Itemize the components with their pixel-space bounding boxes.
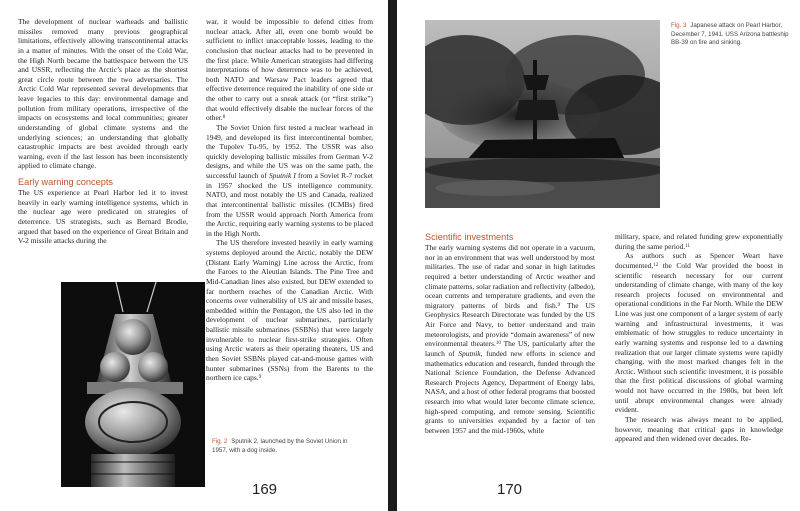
soviet-paragraph <box>206 123 373 239</box>
section-heading-early-warning: Early warning concepts <box>18 177 113 187</box>
footnote-ref: 8 <box>222 115 226 121</box>
sputnik-illustration <box>61 282 205 487</box>
caption-text: Japanese attack on Pearl Harbor, December 7, 1941. USS Arizona battleship BB-39 on fire and sinking. <box>671 22 789 47</box>
pearl-harbor-photo <box>425 20 660 208</box>
page-number: 170 <box>497 481 523 498</box>
text-run: As authors such as Spencer Weart have documented, <box>615 251 783 270</box>
dew-line-paragraph <box>206 238 373 382</box>
deterrence-paragraph <box>206 17 373 123</box>
research-paragraph: The research was always meant to be applied, however, meaning that critical gaps in knowledge appeared and then widened over decades. Re- <box>615 414 783 444</box>
left-column-1 <box>18 17 188 246</box>
right-page <box>397 0 800 511</box>
text-run: The Soviet Union first tested a nuclear warhead in 1949, and developed its first intercontinental bomber, the Tupolev Tu-95, by 1952. The USSR was also quickly developing ballistic missiles from German V-2 designs, and while the US was on the same path, the successful launch of <box>206 122 373 180</box>
right-column-2 <box>615 232 783 444</box>
page-gutter <box>388 0 397 511</box>
scientific-paragraph <box>425 243 595 436</box>
figure-label: Fig. 3 <box>671 22 687 29</box>
intro-paragraph: The development of nuclear warheads and ballistic missiles removed many previous geographical limitations, effectively allowing transcontinental attacks in a matter of minutes. With the onset of the Cold War, the High North became the battlespace between the US and USSR, reflecting the Arctic’s place as the shortest great circle route between the two adversaries. The Arctic Cold War represented several developments that leave legacies to this day: environmental damage and pollution from military operations, irrespective of the impacts on ecosystems and local communities; greater understanding of global climate systems and the underlying sciences; an understanding that globally catastrophic impacts are best avoided through early warning, even if the last lesson has been inconsistently applied to climate change. <box>18 17 188 171</box>
text-run: The US Geophysics Research Directorate was funded by the US Air Force and Navy, to better understand and train meteorologists, and provide “domain awareness” of new environmental theaters. <box>425 300 596 349</box>
italic-term: Sputnik I <box>268 171 296 180</box>
text-run: the Cold War provided the boost in scientific research necessary for our current understanding of climate change, with many of the key research projects focused on environmental and operational conditions in the Far North. While the DEW Line was just one component of a larger system of early warning and infrastructural investments, it was emblematic of how struggles to reduce uncertainty in early warning systems and response led to a dawning realization that our larger climate systems were rapidly changing, with the most marked changes felt in the Arctic. Without such scientific investment, it is possible that the first political discussions of global warming would not have occurred in the 1980s, but been left until abrupt environmental changes were already evident. <box>615 260 783 415</box>
early-warning-paragraph: The US experience at Pearl Harbor led it to invest heavily in early warning intelligence systems, which in the nuclear age were predicated on strategies of deterrence. US strategists, such as Bernard Brodie, argued that based on the experience of Great Britain and V-2 missile attacks during the <box>18 188 188 246</box>
footnote-ref: 11 <box>685 243 691 249</box>
pearl-harbor-illustration <box>425 20 660 208</box>
left-column-2 <box>206 17 373 383</box>
footnote-ref: 10 <box>495 341 501 347</box>
footnote-ref: 12 <box>653 262 659 268</box>
text-run: The early warning systems did not operate in a vacuum, nor in an environment that was well understood by most militaries. The use of radar and sonar in high latitudes required a better understanding of Arctic weather and climate patterns, solar radiation and reflectivity (albedo), ocean currents and temperature gradients, and even the migratory patterns of birds and fish. <box>425 243 595 310</box>
text-run: military, space, and related funding grew exponentially during the same period. <box>615 232 783 251</box>
figure-3-caption <box>671 22 793 48</box>
right-column-1 <box>425 232 595 436</box>
text-run: , funded new efforts in science and mathematics education and research, funded through the National Science Foundation, the Defense Advanced Research Projects Agency, Department of Energy labs, NASA, and a host of other federal programs that boosted research into what would later become climate science, high-speed computing, and remote sensing. Scientific grants to universities expanded by a factor of ten between 1957 and the mid-1960s, while <box>425 348 595 435</box>
text-run: The US therefore invested heavily in early warning systems deployed around the Arctic, notably the DEW (Distant Early Warning) Line across the Arctic, from the Faroes to the Aleutian Islands. The Pine Tree and Mid-Canadian lines also existed, but DEW extended to far northern reaches of the Canadian Arctic. With concerns over vulnerability of US air and missile bases, embedded within the Pentagon, the US also led in the development of nuclear submarines, particularly ballistic missile submarines (SSBNs) that were largely invulnerable to nuclear first-strike strategies. Often using Arctic waters as their operating theaters, US and then Soviet SSBNs played cat-and-mouse games with hunter submarines (SSNs) from the Barents to the northern ice caps. <box>206 238 373 383</box>
footnote-ref: 9 <box>557 302 561 308</box>
sputnik-photo <box>61 282 205 487</box>
text-run: war, it would be impossible to defend cities from nuclear attack. After all, even one bomb would be sufficient to inflict unacceptable losses, leading to the conclusion that nuclear attacks had to be prevented in the first place. While American strategists had differing interpretations of how deterrence was to be achieved, both NATO and Warsaw Pact leaders agreed that effective deterrence required the inability of one side or the other to carry out a sneak attack (or “first strike”) that would effectively disable the nuclear forces of the other. <box>206 17 373 123</box>
funding-paragraph <box>615 232 783 251</box>
footnote-ref: 9 <box>258 375 262 381</box>
text-run: from a Soviet R-7 rocket in 1957 shocked the US intelligence community. NATO, and most notably the US and Canada, realized that intercontinental ballistic missiles (ICMBs) fired from the USSR would approach North America from the Arctic, requiring early warning systems to be placed in the High North. <box>206 171 373 238</box>
weart-paragraph <box>615 251 783 415</box>
caption-text: Sputnik 2, launched by the Soviet Union in 1957, with a dog inside. <box>212 438 348 454</box>
figure-label: Fig. 2 <box>212 438 228 445</box>
text-run: The US, particularly after the launch of <box>425 339 595 358</box>
section-heading-scientific: Scientific investments <box>425 232 514 242</box>
left-page <box>0 0 388 511</box>
page-number: 169 <box>252 481 278 498</box>
figure-2-caption <box>212 438 352 455</box>
italic-term: Sputnik <box>458 348 481 358</box>
